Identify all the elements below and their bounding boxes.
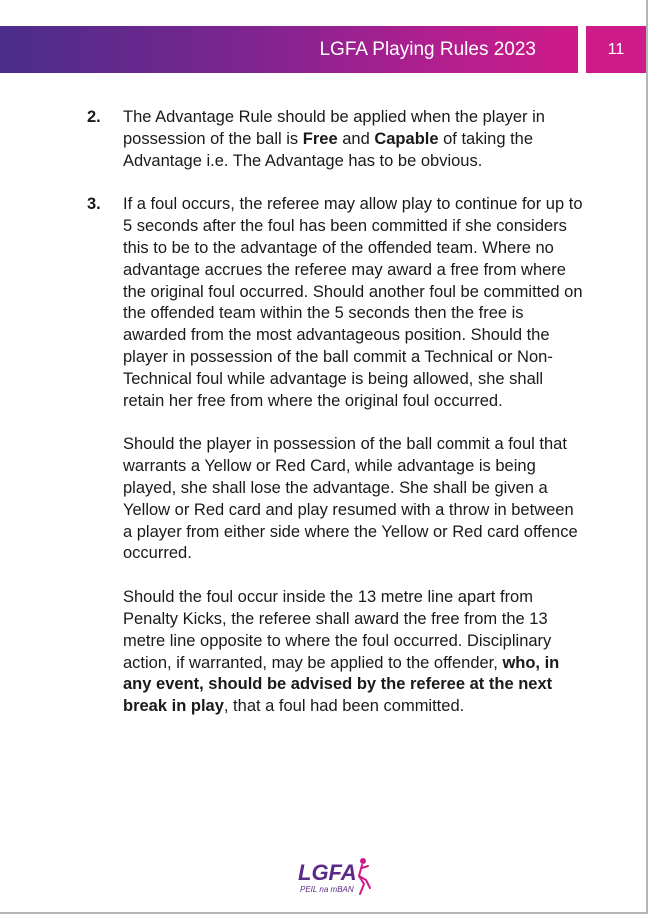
rule-paragraph xyxy=(123,107,587,172)
rule-number: 2. xyxy=(87,108,101,126)
lgfa-logo-icon xyxy=(296,856,376,898)
rule-paragraph xyxy=(123,587,587,718)
rule-body xyxy=(123,107,587,172)
text-span: and xyxy=(337,129,375,148)
bold-text: Capable xyxy=(374,129,439,148)
rule-2 xyxy=(87,107,587,172)
bold-text: Free xyxy=(302,129,338,148)
rules-content xyxy=(87,107,587,740)
rule-paragraph: If a foul occurs, the referee may allow play to continue for up to 5 seconds after the foul has been committed if she considers this to be to the advantage of the offended team. Where no advantage accrues the referee may award a free from where the original foul occurred. Should another foul be committed on the offended team within the 5 seconds then the free is awarded from the most advantageous position. Should the player in possession of the ball commit a Technical or Non-Technical foul while advantage is being allowed, she shall retain her free from where the original foul occurred. xyxy=(123,195,583,410)
bold-text: who, in any event, should be advised by the referee at the next break in play xyxy=(123,653,560,716)
text-span: , that a foul had been committed. xyxy=(223,697,465,716)
text-span: The Advantage Rule should be applied when the player in possession of the ball is xyxy=(123,108,545,148)
rule-3 xyxy=(87,194,587,718)
header-bar xyxy=(0,26,578,73)
page-number: 11 xyxy=(586,26,646,73)
player-figure-icon xyxy=(359,858,370,894)
logo-tagline: PEIL na mBAN xyxy=(300,885,354,894)
rule-paragraph: Should the player in possession of the ball commit a foul that warrants a Yellow or Red Card, while advantage is being played, she shall lose the advantage. She shall be given a Yellow or Red card and play resumed with a throw in between a player from either side where the Yellow or Red card offence occurred. xyxy=(123,435,578,563)
logo-wordmark: LGFA xyxy=(298,860,357,885)
text-span: Should the foul occur inside the 13 metre line apart from Penalty Kicks, the referee shall award the free from the 13 metre line opposite to where the foul occurred. Disciplinary action, if warranted, may be applied to the offender, xyxy=(123,588,552,672)
text-span: of taking the Advantage i.e. The Advantage has to be obvious. xyxy=(123,129,534,170)
document-title: LGFA Playing Rules 2023 xyxy=(319,39,536,60)
rule-number: 3. xyxy=(87,195,101,214)
lgfa-logo xyxy=(296,856,376,898)
rule-body xyxy=(123,194,587,718)
